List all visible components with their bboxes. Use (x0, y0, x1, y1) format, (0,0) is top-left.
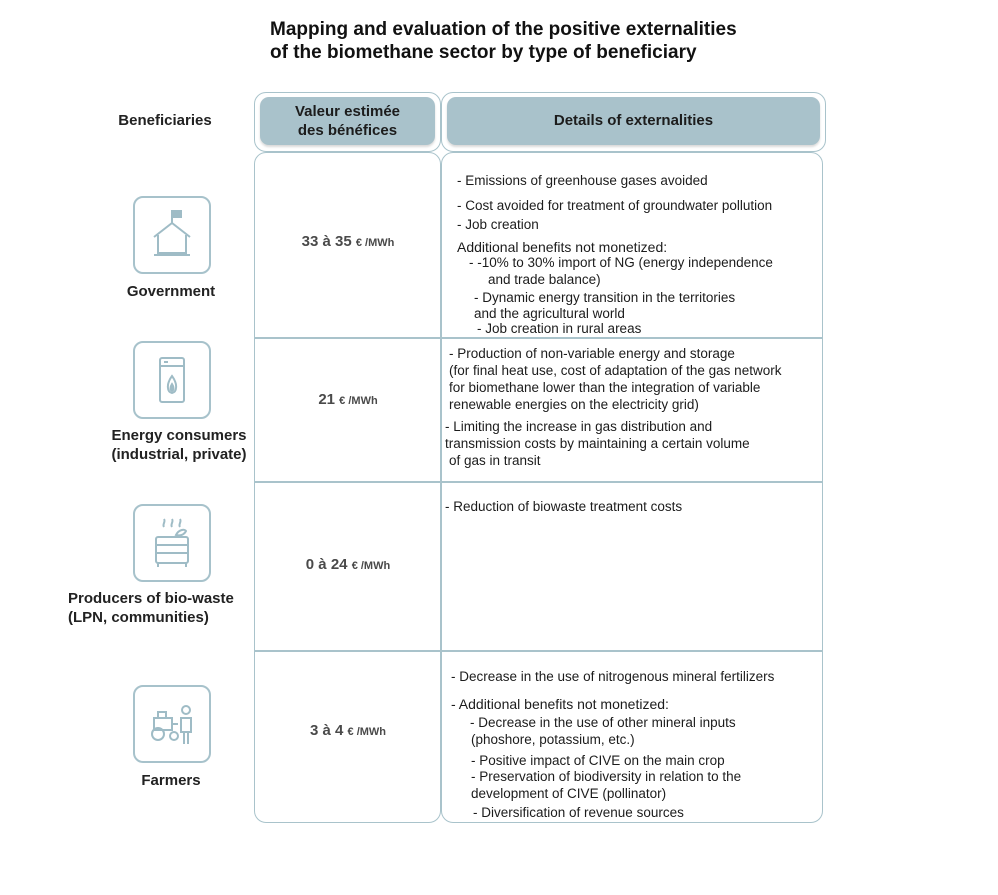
details-header-label: Details of externalities (553, 112, 714, 129)
compost-bin-icon (133, 504, 211, 582)
detail-line: renewable energies on the electricity grid) (449, 397, 699, 412)
detail-line: and the agricultural world (474, 306, 625, 321)
beneficiary-energy-consumers: Energy consumers (industrial, private) (111, 427, 247, 463)
value-header-line-2: des bénéfices (297, 122, 398, 139)
beneficiaries-header: Beneficiaries (118, 112, 212, 129)
detail-line: - Job creation in rural areas (477, 321, 642, 336)
value-energy-consumers: 21 € /MWh (318, 391, 378, 408)
value-farmers: 3 à 4 € /MWh (309, 722, 387, 739)
detail-line: transmission costs by maintaining a certain volume (445, 436, 750, 451)
detail-line: (for final heat use, cost of adaptation of the gas network (449, 363, 782, 378)
title-line-1: Mapping and evaluation of the positive externalities (270, 19, 737, 40)
detail-line: - Diversification of revenue sources (473, 805, 684, 820)
detail-line: - Job creation (457, 217, 539, 232)
detail-line: - Decrease in the use of nitrogenous mineral fertilizers (451, 669, 775, 684)
title-line-2: of the biomethane sector by type of beneficiary (270, 42, 697, 63)
detail-line: of gas in transit (449, 453, 541, 468)
detail-line: - Preservation of biodiversity in relation to the (471, 769, 742, 784)
diagram-title (270, 18, 910, 64)
details-header (447, 97, 820, 145)
detail-line: for biomethane lower than the integration of variable (449, 380, 761, 395)
detail-line: - Limiting the increase in gas distribution and (445, 419, 713, 434)
value-header-line-1: Valeur estimée (294, 103, 401, 120)
value-bio-waste-producers: 0 à 24 € /MWh (305, 556, 391, 573)
detail-line: - Production of non-variable energy and storage (449, 346, 735, 361)
beneficiary-farmers: Farmers (141, 772, 201, 789)
value-header (260, 97, 435, 145)
gas-boiler-icon (133, 341, 211, 419)
row-separator (254, 337, 823, 339)
detail-line: - -10% to 30% import of NG (energy independence (469, 255, 773, 270)
detail-line: Additional benefits not monetized: (457, 239, 668, 255)
detail-line: - Additional benefits not monetized: (451, 696, 669, 712)
detail-line: and trade balance) (488, 272, 601, 287)
beneficiary-government: Government (126, 283, 216, 300)
row-separator (254, 650, 823, 652)
detail-line: - Reduction of biowaste treatment costs (445, 499, 683, 514)
beneficiary-bio-waste-producers: Producers of bio-waste (LPN, communities) (68, 590, 234, 626)
detail-line: - Cost avoided for treatment of groundwater pollution (457, 198, 773, 213)
building-with-flag-icon (133, 196, 211, 274)
detail-line: - Decrease in the use of other mineral inputs (470, 715, 736, 730)
value-header-frame (254, 92, 441, 152)
row-separator (254, 481, 823, 483)
details-header-frame (441, 92, 826, 152)
detail-line: - Emissions of greenhouse gases avoided (457, 173, 708, 188)
farmer-tractor-icon (133, 685, 211, 763)
detail-line: (phoshore, potassium, etc.) (471, 732, 635, 747)
detail-line: - Dynamic energy transition in the territories (474, 290, 736, 305)
detail-line: development of CIVE (pollinator) (471, 786, 667, 801)
value-government: 33 à 35 € /MWh (301, 233, 395, 250)
detail-line: - Positive impact of CIVE on the main crop (471, 753, 725, 768)
